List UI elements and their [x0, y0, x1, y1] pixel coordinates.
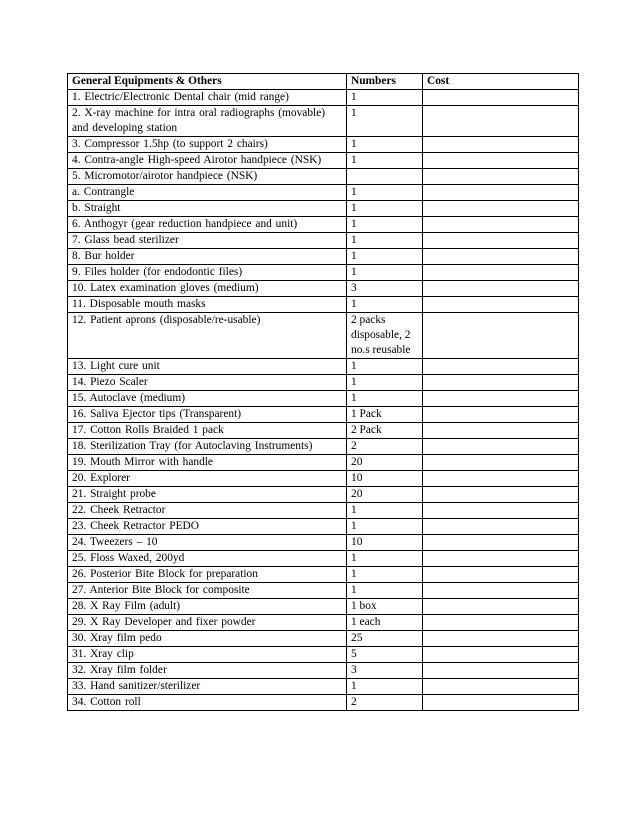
- number-cell: 1: [347, 503, 423, 519]
- cost-cell: [423, 519, 579, 535]
- table-row: [68, 487, 579, 503]
- table-row: [68, 297, 579, 313]
- table-row: [68, 106, 579, 137]
- cost-cell: [423, 407, 579, 423]
- item-cell: 11. Disposable mouth masks: [68, 297, 347, 313]
- cost-cell: [423, 359, 579, 375]
- item-cell: 7. Glass bead sterilizer: [68, 233, 347, 249]
- item-cell: 22. Cheek Retractor: [68, 503, 347, 519]
- number-cell: 1: [347, 249, 423, 265]
- number-cell: 20: [347, 487, 423, 503]
- table-body: [68, 90, 579, 711]
- cost-cell: [423, 137, 579, 153]
- table-header: [68, 74, 579, 90]
- cost-cell: [423, 249, 579, 265]
- item-cell: 28. X Ray Film (adult): [68, 599, 347, 615]
- cost-cell: [423, 233, 579, 249]
- number-cell: 1: [347, 185, 423, 201]
- cost-cell: [423, 583, 579, 599]
- item-cell: 13. Light cure unit: [68, 359, 347, 375]
- table-row: [68, 471, 579, 487]
- number-cell: 1: [347, 233, 423, 249]
- number-cell: 1: [347, 153, 423, 169]
- cost-cell: [423, 169, 579, 185]
- item-cell: 33. Hand sanitizer/sterilizer: [68, 679, 347, 695]
- item-cell: 34. Cotton roll: [68, 695, 347, 711]
- table-row: [68, 551, 579, 567]
- header-numbers: Numbers: [347, 74, 423, 90]
- number-cell: 10: [347, 535, 423, 551]
- cost-cell: [423, 201, 579, 217]
- item-cell: 5. Micromotor/airotor handpiece (NSK): [68, 169, 347, 185]
- table-row: [68, 599, 579, 615]
- cost-cell: [423, 217, 579, 233]
- number-cell: 5: [347, 647, 423, 663]
- item-cell: 19. Mouth Mirror with handle: [68, 455, 347, 471]
- cost-cell: [423, 423, 579, 439]
- table-row: [68, 455, 579, 471]
- item-cell: 27. Anterior Bite Block for composite: [68, 583, 347, 599]
- item-cell: 3. Compressor 1.5hp (to support 2 chairs): [68, 137, 347, 153]
- item-cell: 30. Xray film pedo: [68, 631, 347, 647]
- item-cell: 14. Piezo Scaler: [68, 375, 347, 391]
- cost-cell: [423, 615, 579, 631]
- cost-cell: [423, 567, 579, 583]
- table-row: [68, 519, 579, 535]
- item-cell: 31. Xray clip: [68, 647, 347, 663]
- number-cell: 1: [347, 201, 423, 217]
- table-row: [68, 375, 579, 391]
- number-cell: 2 packs disposable, 2 no.s reusable: [347, 313, 423, 359]
- number-cell: 1: [347, 375, 423, 391]
- number-cell: 1 each: [347, 615, 423, 631]
- item-cell: b. Straight: [68, 201, 347, 217]
- item-cell: 4. Contra-angle High-speed Airotor handpiece (NSK): [68, 153, 347, 169]
- table-row: [68, 423, 579, 439]
- item-cell: 6. Anthogyr (gear reduction handpiece and unit): [68, 217, 347, 233]
- item-cell: 21. Straight probe: [68, 487, 347, 503]
- header-equipment: General Equipments & Others: [68, 74, 347, 90]
- item-cell: 9. Files holder (for endodontic files): [68, 265, 347, 281]
- table-row: [68, 647, 579, 663]
- cost-cell: [423, 265, 579, 281]
- cost-cell: [423, 313, 579, 359]
- number-cell: 1: [347, 217, 423, 233]
- table-row: [68, 583, 579, 599]
- number-cell: 1: [347, 265, 423, 281]
- item-cell: 20. Explorer: [68, 471, 347, 487]
- table-row: [68, 90, 579, 106]
- item-cell: 25. Floss Waxed, 200yd: [68, 551, 347, 567]
- number-cell: 1: [347, 106, 423, 137]
- cost-cell: [423, 185, 579, 201]
- number-cell: 1: [347, 519, 423, 535]
- table-row: [68, 503, 579, 519]
- table-row: [68, 391, 579, 407]
- cost-cell: [423, 106, 579, 137]
- cost-cell: [423, 439, 579, 455]
- number-cell: 2 Pack: [347, 423, 423, 439]
- number-cell: 1: [347, 551, 423, 567]
- cost-cell: [423, 455, 579, 471]
- cost-cell: [423, 375, 579, 391]
- item-cell: 17. Cotton Rolls Braided 1 pack: [68, 423, 347, 439]
- number-cell: 1: [347, 567, 423, 583]
- cost-cell: [423, 535, 579, 551]
- cost-cell: [423, 90, 579, 106]
- cost-cell: [423, 663, 579, 679]
- cost-cell: [423, 599, 579, 615]
- cost-cell: [423, 679, 579, 695]
- item-cell: 2. X-ray machine for intra oral radiographs (movable) and developing station: [68, 106, 347, 137]
- cost-cell: [423, 297, 579, 313]
- table-row: [68, 265, 579, 281]
- item-cell: 26. Posterior Bite Block for preparation: [68, 567, 347, 583]
- table-row: [68, 567, 579, 583]
- item-cell: 24. Tweezers – 10: [68, 535, 347, 551]
- item-cell: 16. Saliva Ejector tips (Transparent): [68, 407, 347, 423]
- table-row: [68, 313, 579, 359]
- item-cell: 8. Bur holder: [68, 249, 347, 265]
- table-row: [68, 233, 579, 249]
- number-cell: 1: [347, 679, 423, 695]
- number-cell: 1: [347, 137, 423, 153]
- item-cell: 10. Latex examination gloves (medium): [68, 281, 347, 297]
- equipment-table: [67, 73, 579, 711]
- item-cell: 12. Patient aprons (disposable/re-usable): [68, 313, 347, 359]
- item-cell: 32. Xray film folder: [68, 663, 347, 679]
- header-row: [68, 74, 579, 90]
- table-row: [68, 249, 579, 265]
- number-cell: 2: [347, 695, 423, 711]
- table-row: [68, 281, 579, 297]
- item-cell: 29. X Ray Developer and fixer powder: [68, 615, 347, 631]
- number-cell: 1: [347, 391, 423, 407]
- header-cost: Cost: [423, 74, 579, 90]
- number-cell: 1 Pack: [347, 407, 423, 423]
- table-row: [68, 407, 579, 423]
- table-row: [68, 631, 579, 647]
- cost-cell: [423, 281, 579, 297]
- table-row: [68, 169, 579, 185]
- number-cell: 10: [347, 471, 423, 487]
- number-cell: 1: [347, 583, 423, 599]
- cost-cell: [423, 391, 579, 407]
- table-row: [68, 679, 579, 695]
- cost-cell: [423, 695, 579, 711]
- item-cell: 15. Autoclave (medium): [68, 391, 347, 407]
- table-row: [68, 663, 579, 679]
- item-cell: 18. Sterilization Tray (for Autoclaving Instruments): [68, 439, 347, 455]
- number-cell: 3: [347, 663, 423, 679]
- table-row: [68, 137, 579, 153]
- item-cell: a. Contrangle: [68, 185, 347, 201]
- number-cell: 1: [347, 297, 423, 313]
- table-row: [68, 185, 579, 201]
- cost-cell: [423, 631, 579, 647]
- cost-cell: [423, 503, 579, 519]
- number-cell: 1: [347, 90, 423, 106]
- item-cell: 1. Electric/Electronic Dental chair (mid range): [68, 90, 347, 106]
- number-cell: 1 box: [347, 599, 423, 615]
- number-cell: 20: [347, 455, 423, 471]
- table-row: [68, 535, 579, 551]
- table-row: [68, 153, 579, 169]
- table-row: [68, 439, 579, 455]
- item-cell: 23. Cheek Retractor PEDO: [68, 519, 347, 535]
- table-row: [68, 695, 579, 711]
- number-cell: 3: [347, 281, 423, 297]
- cost-cell: [423, 551, 579, 567]
- number-cell: 25: [347, 631, 423, 647]
- number-cell: [347, 169, 423, 185]
- cost-cell: [423, 153, 579, 169]
- cost-cell: [423, 487, 579, 503]
- cost-cell: [423, 471, 579, 487]
- table-row: [68, 201, 579, 217]
- number-cell: 1: [347, 359, 423, 375]
- table-row: [68, 359, 579, 375]
- table-row: [68, 217, 579, 233]
- number-cell: 2: [347, 439, 423, 455]
- cost-cell: [423, 647, 579, 663]
- table-row: [68, 615, 579, 631]
